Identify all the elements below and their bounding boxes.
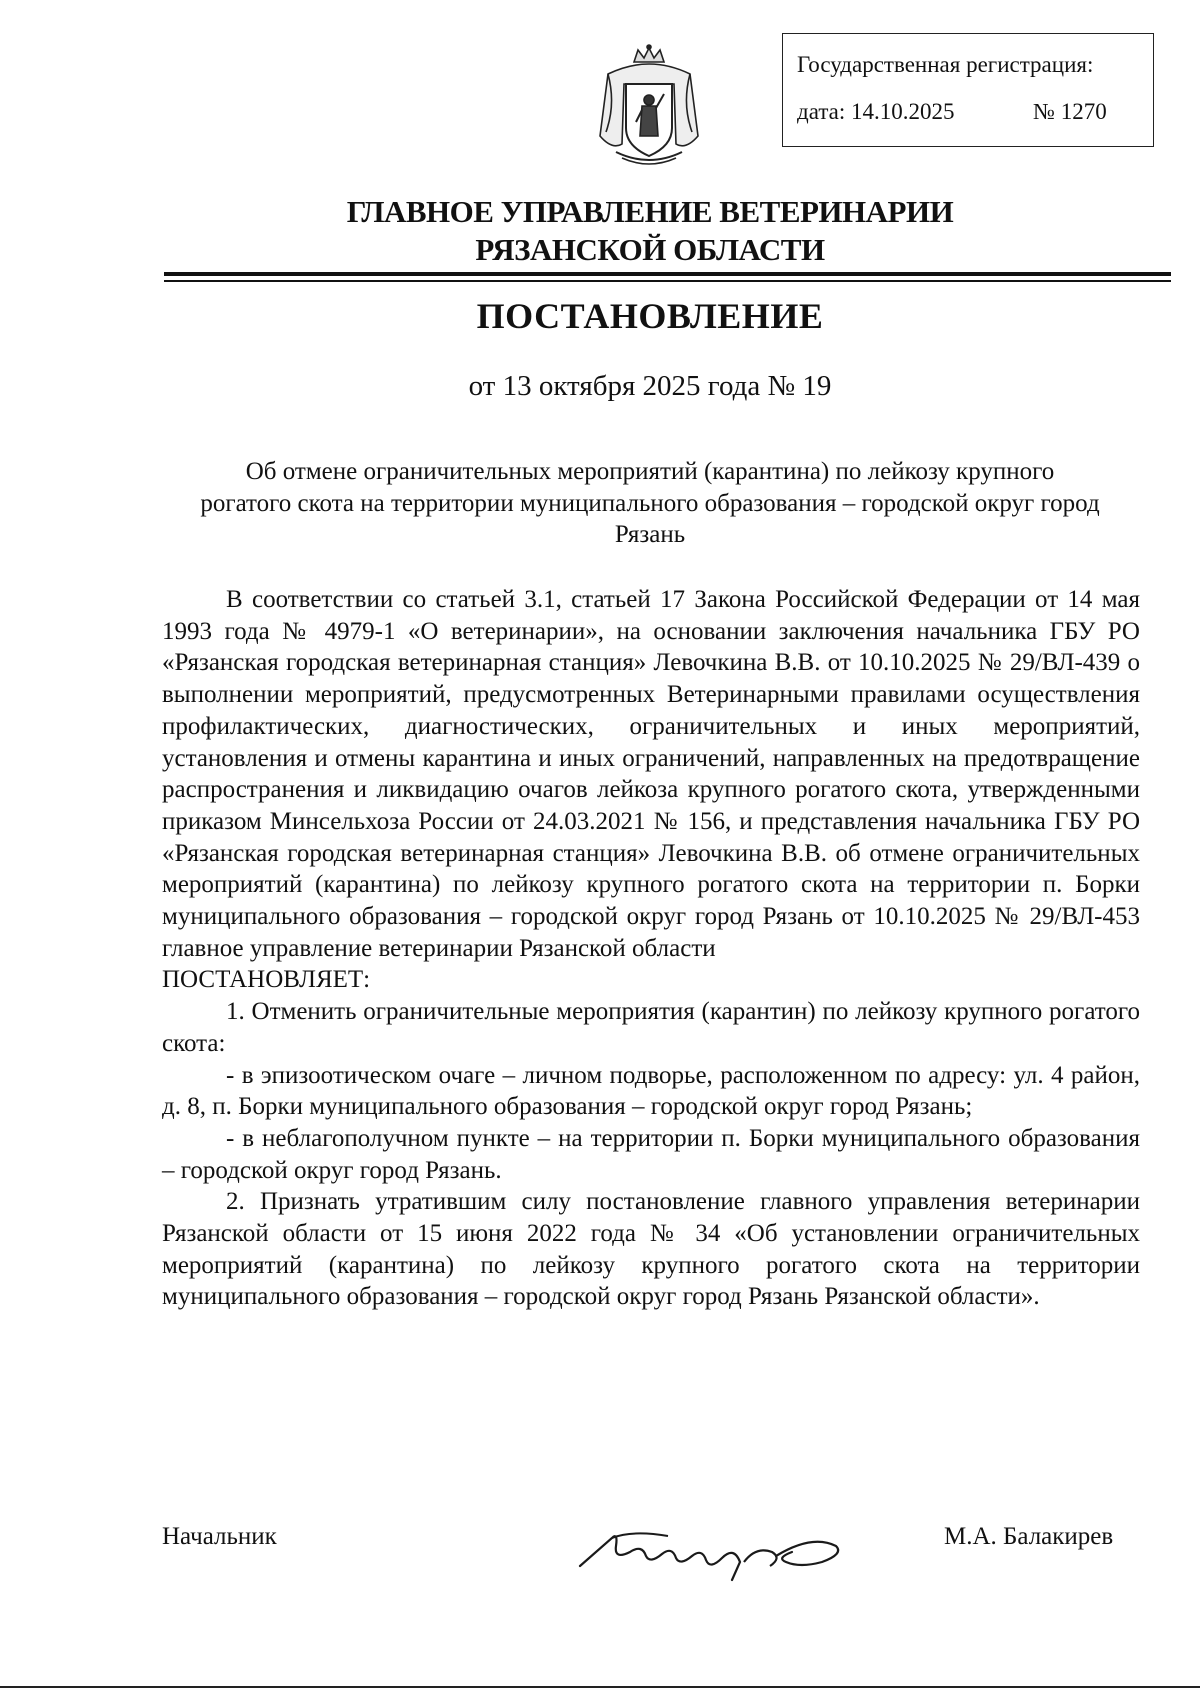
item-2: 2. Признать утратившим силу постановление главного управления ветеринарии Рязанской области от 15 июня 2022 года № 34 «Об установлении ограничительных мероприятий (карантина) по лейкозу крупного рогатого скота на территории муниципального образования – городской округ город Рязань Рязанской области».	[162, 1188, 1140, 1311]
header-rule-thin	[164, 280, 1171, 282]
document-body	[162, 584, 1140, 1313]
registration-number: № 1270	[1033, 99, 1107, 124]
handwritten-signature	[572, 1516, 848, 1586]
document-type: ПОСТАНОВЛЕНИЕ	[476, 296, 824, 336]
organization-name-line1: ГЛАВНОЕ УПРАВЛЕНИЕ ВЕТЕРИНАРИИ	[346, 194, 954, 229]
item-1-a: - в эпизоотическом очаге – личном подворье, расположенном по адресу: ул. 4 район, д. 8, п. Борки муниципального образования – городской округ город Рязань;	[162, 1061, 1140, 1121]
registration-box	[782, 33, 1154, 147]
preamble-paragraph: В соответствии со статьей 3.1, статьей 17 Закона Российской Федерации от 14 мая 1993 года № 4979-1 «О ветеринарии», на основании заключения начальника ГБУ РО «Рязанская городская ветеринарная станция» Левочкина В.В. от 10.10.2025 № 29/ВЛ-439 о выполнении мероприятий, предусмотренных Ветеринарными правилами осуществления профилактических, диагностических, ограничительных и иных мероприятий, установления и отмены карантина и иных ограничений, направленных на предотвращение распространения и ликвидацию очагов лейкоза крупного рогатого скота, утвержденными приказом Минсельхоза России от 24.03.2021 № 156, и представления начальника ГБУ РО «Рязанская городская ветеринарная станция» Левочкина В.В. об отмене ограничительных мероприятий (карантина) по лейкозу крупного рогатого скота на территории п. Борки муниципального образования – городской округ город Рязань от 10.10.2025 № 29/ВЛ-453 главное управление ветеринарии Рязанской области	[162, 586, 1140, 962]
registration-date: дата: 14.10.2025	[797, 99, 955, 124]
document-date-number: от 13 октября 2025 года № 19	[468, 370, 832, 402]
organization-name-line2: РЯЗАНСКОЙ ОБЛАСТИ	[475, 232, 825, 267]
signatory-name: М.А. Балакирев	[944, 1523, 1114, 1550]
page-bottom-rule	[0, 1686, 1200, 1688]
document-subject: Об отмене ограничительных мероприятий (карантина) по лейкозу крупного рогатого скота на территории муниципального образования – городской округ город Рязань	[200, 458, 1100, 548]
resolves-line: ПОСТАНОВЛЯЕТ:	[162, 966, 371, 994]
item-1: 1. Отменить ограничительные мероприятия (карантин) по лейкозу крупного рогатого скота:	[162, 998, 1140, 1057]
header-rule-thick	[164, 272, 1171, 276]
item-1-b: - в неблагополучном пункте – на территории п. Борки муниципального образования – городской округ город Рязань.	[162, 1124, 1140, 1184]
coat-of-arms-icon	[586, 44, 712, 170]
signatory-position: Начальник	[162, 1523, 277, 1550]
registration-title: Государственная регистрация:	[797, 52, 1094, 77]
